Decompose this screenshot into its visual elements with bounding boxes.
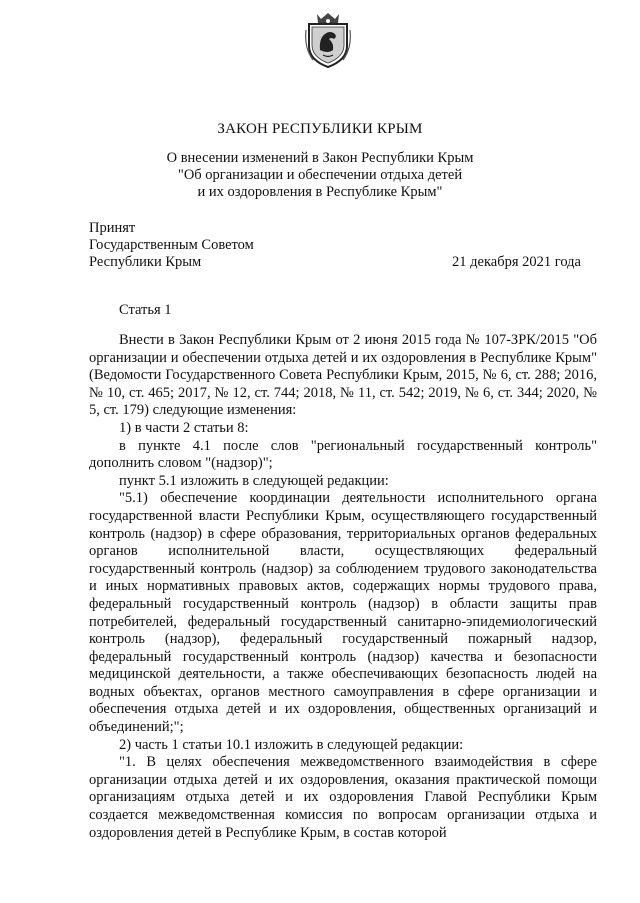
adoption-line: Республики Крым <box>89 254 202 270</box>
adoption-line: Принят <box>89 220 136 236</box>
subtitle-line: "Об организации и обеспечении отдыха детей <box>177 167 463 183</box>
adoption-date: 21 декабря 2021 года <box>452 254 581 270</box>
paragraph: "5.1) обеспечение координации деятельности исполнительного органа государственной власти Республики Крым, осуществляющего государственный контроль (надзор) в сфере образования, территориальных органов федеральных органов исполнительной власти, осуществляющих федеральный государственный контроль (надзор) за соблюдением трудового законодательства и иных нормативных правовых актов, содержащих нормы трудового права, федеральный государственный контроль (надзор) в области защиты прав потребителей, федеральный государственный санитарно-эпидемиологический контроль (надзор), федеральный государственный пожарный надзор, федеральный государственный контроль (надзор) качества и безопасности медицинской деятельности, а также обеспечивающих безопасность людей на водных объектах, органов местного самоуправления в сфере организации и обеспечения отдыха детей и их оздоровления, общественных организаций и объединений;"; <box>89 490 597 736</box>
paragraph: в пункте 4.1 после слов "региональный государственный контроль" дополнить словом "(надзор)"; <box>89 437 597 472</box>
subtitle-line: и их оздоровления в Республике Крым" <box>197 184 443 200</box>
crimea-coat-of-arms-icon <box>303 10 353 70</box>
law-subtitle <box>0 150 640 201</box>
paragraph: 1) в части 2 статьи 8: <box>119 419 249 436</box>
article-body <box>89 332 597 842</box>
paragraph: "1. В целях обеспечения межведомственного взаимодействия в сфере организации отдыха детей и их оздоровления, оказания практической помощи организациям отдыха детей и их оздоровления Главой Республики Крым создается межведомственная комиссия по вопросам организации отдыха и оздоровления детей в Республике Крым, в состав которой <box>89 754 597 841</box>
adoption-line: Государственным Советом <box>89 237 254 253</box>
article-heading: Статья 1 <box>119 302 172 318</box>
law-title: ЗАКОН РЕСПУБЛИКИ КРЫМ <box>217 121 423 137</box>
paragraph: 2) часть 1 статьи 10.1 изложить в следующей редакции: <box>119 736 464 753</box>
paragraph: пункт 5.1 изложить в следующей редакции: <box>119 472 389 489</box>
paragraph: Внести в Закон Республики Крым от 2 июня 2015 года № 107-ЗРК/2015 "Об организации и обеспечении отдыха детей и их оздоровления в Республике Крым" (Ведомости Государственного Совета Республики Крым, 2015, № 6, ст. 288; 2016, № 10, ст. 465; 2017, № 12, ст. 744; 2018, № 11, ст. 542; 2019, № 6, ст. 344; 2020, № 5, ст. 179) следующие изменения: <box>89 332 597 419</box>
subtitle-line: О внесении изменений в Закон Республики Крым <box>166 150 474 166</box>
adoption-block <box>89 220 254 271</box>
